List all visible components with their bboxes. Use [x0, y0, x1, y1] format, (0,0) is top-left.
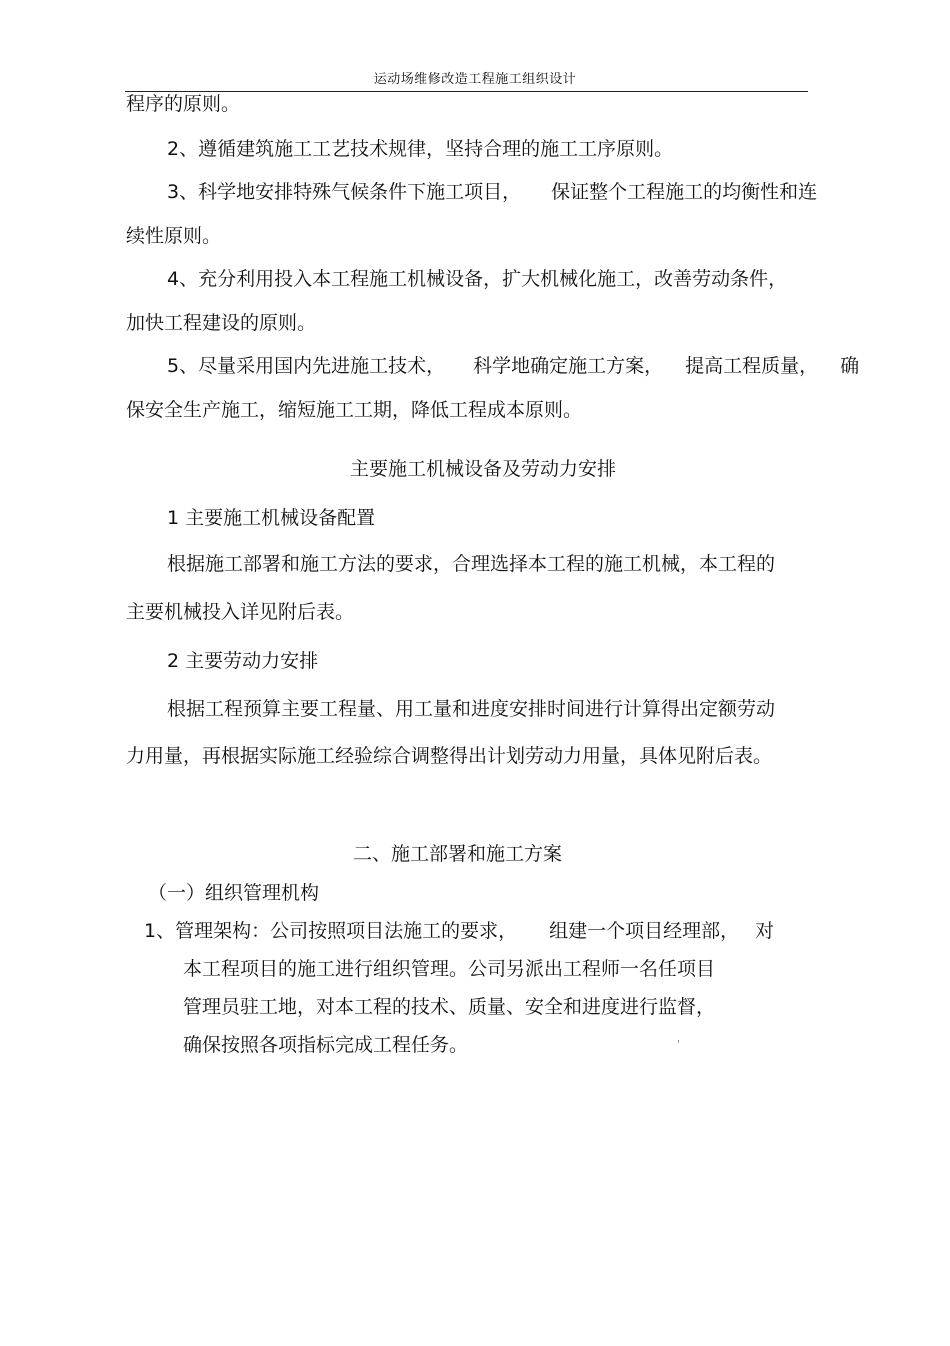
- machinery-text-1-line-1: 根据施工部署和施工方法的要求，合理选择本工程的施工机械，本工程的: [167, 553, 776, 575]
- principle-3-line-2: 续性原则。: [126, 225, 222, 247]
- principle-1-tail: 程序的原则。: [126, 93, 241, 115]
- principle-3-line-1: [167, 180, 817, 204]
- machinery-text-2-line-1: 根据工程预算主要工程量、用工量和进度安排时间进行计算得出定额劳动: [167, 698, 776, 720]
- item-1-part-b: 组建一个项目经理部，: [549, 920, 740, 942]
- principle-5-part-a: 5、尽量采用国内先进施工技术，: [167, 355, 446, 377]
- principle-5-part-b: 科学地确定施工方案，: [473, 355, 664, 377]
- machinery-heading: 主要施工机械设备及劳动力安排: [350, 458, 617, 480]
- section-2-item-1-line-4: 确保按照各项指标完成工程任务。: [183, 1034, 469, 1056]
- scan-speck: [678, 1040, 679, 1043]
- machinery-text-1-line-2: 主要机械投入详见附后表。: [126, 601, 355, 623]
- principle-2: 2、遵循建筑施工工艺技术规律，坚持合理的施工工序原则。: [167, 138, 674, 160]
- machinery-subheading-2: 2 主要劳动力安排: [167, 650, 319, 672]
- item-1-part-a: 1、管理架构：公司按照项目法施工的要求，: [144, 920, 518, 942]
- section-2-item-1-line-2: 本工程项目的施工进行组织管理。公司另派出工程师一名任项目: [183, 958, 716, 980]
- item-1-part-c: 对: [755, 920, 775, 942]
- principle-3-part-b: 保证整个工程施工的均衡性和连: [551, 181, 818, 203]
- principle-4-line-1: 4、充分利用投入本工程施工机械设备，扩大机械化施工，改善劳动条件，: [167, 268, 788, 290]
- section-2-item-1-line-3: 管理员驻工地，对本工程的技术、质量、安全和进度进行监督，: [183, 996, 716, 1018]
- principle-3-part-a: 3、科学地安排特殊气候条件下施工项目，: [167, 181, 522, 203]
- principle-5-line-1: [167, 354, 859, 378]
- section-2-item-1-line-1: [144, 919, 774, 943]
- principle-5-part-d: 确: [840, 355, 860, 377]
- machinery-subheading-1: 1 主要施工机械设备配置: [167, 507, 376, 529]
- principle-5-part-c: 提高工程质量，: [685, 355, 819, 377]
- section-2-heading: 二、施工部署和施工方案: [353, 843, 563, 865]
- machinery-text-2-line-2: 力用量，再根据实际施工经验综合调整得出计划劳动力用量，具体见附后表。: [126, 745, 773, 767]
- principle-4-line-2: 加快工程建设的原则。: [126, 312, 317, 334]
- section-2-subheading: （一）组织管理机构: [148, 882, 320, 904]
- principle-5-line-2: 保安全生产施工，缩短施工工期，降低工程成本原则。: [126, 399, 583, 421]
- running-header: 运动场维修改造工程施工组织设计: [373, 72, 577, 87]
